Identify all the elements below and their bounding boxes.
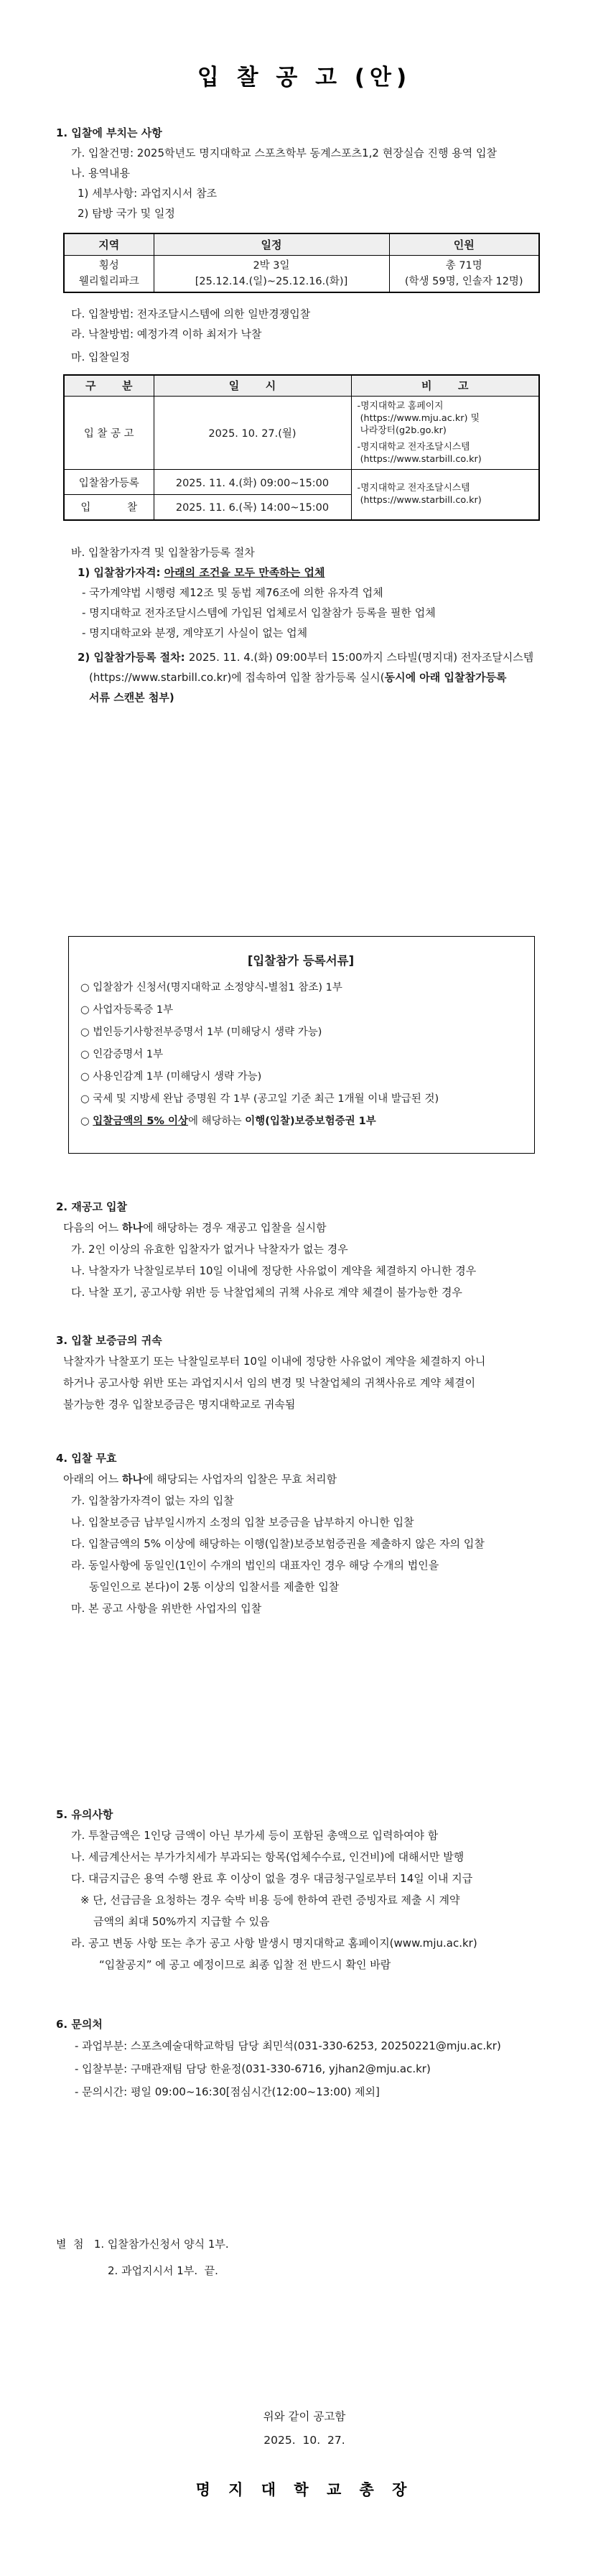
schedule-column-header: 일정 [154,233,389,255]
people-column-header: 인원 [389,233,539,255]
trip-schedule-table [63,233,540,293]
qualification-line [56,562,553,583]
list-item: 라. 공고 변동 사항 또는 추가 공고 사항 발생시 명지대학교 홈페이지(www.mju.ac.kr) [71,1936,477,1950]
service-content-line: 나. 용역내용 [71,167,130,180]
section-contacts [56,2014,553,2103]
table-row [64,255,539,292]
trip-schedule-line: 2) 탐방 국가 및 일정 [78,207,175,220]
remark-line: (https://www.mju.ac.kr) 및 [357,413,480,424]
intro-emph: 하나 [122,1220,143,1234]
registration-procedure-label: 2) 입찰참가등록 절차: [78,650,189,664]
section-reannouncement [56,1197,553,1303]
table-row-registration [64,470,539,495]
attachment-item: 2. 과업지시서 1부. 끝. [108,2264,218,2277]
schedule-cell [154,255,389,292]
remark-line: (https://www.starbill.co.kr) [357,495,482,506]
attachment-item: 별 첨 1. 입찰참가신청서 양식 1부. [56,2237,229,2251]
section-bid-invalidity [56,1448,553,1619]
advance-payment-note-continuation: 금액의 최대 50%까지 지급할 수 있음 [93,1914,270,1928]
paragraph-line: 낙찰자가 낙찰포기 또는 낙찰일로부터 10일 이내에 정당한 사유없이 계약을 체결하지 아니 [63,1354,486,1368]
list-item: 나. 세금계산서는 부가가치세가 부과되는 항목(업체수수료, 인건비)에 대해서만 발행 [71,1850,464,1863]
bond-mid-text: 에 해당하는 [188,1115,246,1127]
intro-pre: 다음의 어느 [63,1220,122,1234]
registration-url-text: (https://www.starbill.co.kr)에 접속하여 입찰 참가등록 실시( [89,670,385,684]
document-item-bond [80,1111,521,1133]
registration-date-cell: 2025. 11. 4.(화) 09:00~15:00 [154,470,351,495]
list-item: 다. 대금지급은 용역 수행 완료 후 이상이 없을 경우 대금청구일로부터 14일 이내 지급 [71,1871,473,1885]
people-cell [389,255,539,292]
paragraph-line: 불가능한 경우 입찰보증금은 명지대학교로 귀속됨 [63,1397,296,1411]
registration-documents-title: [입찰참가 등록서류] [247,953,355,968]
section-bid-matters [56,123,553,708]
announcement-label-cell: 입 찰 공 고 [64,397,154,470]
bid-label-cell: 입 찰 [64,495,154,520]
contact-item: - 과업부분: 스포츠예술대학교학팀 담당 최민석(031-330-6253, 20250221@mju.ac.kr) [75,2039,501,2052]
list-item: 가. 입찰참가자격이 없는 자의 입찰 [71,1493,234,1507]
list-item: 라. 동일사항에 동일인(1인이 수개의 법인의 대표자인 경우 해당 수개의 법인을 [71,1558,439,1572]
qualification-condition-emph: 아래의 조건을 모두 만족하는 업체 [164,565,325,579]
bid-announcement-document [0,59,593,2576]
qualification-item: - 명지대학교 전자조달시스템에 가입된 업체로서 입찰참가 등록을 필한 업체 [82,606,436,619]
region-column-header: 지역 [64,233,154,255]
announcement-statement: 위와 같이 공고함 [263,2409,346,2423]
list-item: 나. 입찰보증금 납부일시까지 소정의 입찰 보증금을 납부하지 아니한 입찰 [71,1515,414,1529]
table-header-row [64,233,539,255]
list-item: 다. 낙찰 포기, 공고사항 위반 등 낙찰업체의 귀책 사유로 계약 체결이 불가능한 경우 [71,1285,462,1299]
registration-bid-remark-cell [351,470,539,520]
registration-procedure-cont [56,667,553,687]
list-item: 가. 2인 이상의 유효한 입찰자가 없거나 낙찰자가 없는 경우 [71,1242,348,1256]
award-method-line: 라. 낙찰방법: 예정가격 이하 최저가 낙찰 [71,327,262,340]
schedule-line: 2박 3일 [253,259,290,272]
qualification-label: 1) 입찰참가자격: [78,565,164,579]
list-item-continuation: “입찰공지” 에 공고 예정이므로 최종 입찰 전 반드시 확인 바람 [99,1958,391,1971]
registration-documents-box [68,936,535,1154]
section-notes [56,1804,553,1975]
bullet: ○ [80,1115,93,1127]
remark-line: 나라장터(g2b.go.kr) [357,425,447,436]
reannouncement-intro [56,1217,553,1238]
document-item: ○ 입찰참가 신청서(명지대학교 소정양식-별첨1 참조) 1부 [80,981,342,993]
registration-procedure-body: 2025. 11. 4.(화) 09:00부터 15:00까지 스타빌(명지대) 전자조달시스템 [188,650,534,664]
invalidity-intro [56,1468,553,1490]
bid-timeline-line: 마. 입찰일정 [71,350,130,363]
datetime-column-header: 일 시 [154,375,351,397]
bond-doc-name: 이행(입찰)보증보험증권 1부 [245,1115,376,1127]
list-item-continuation: 동일인으로 본다)이 2통 이상의 입찰서를 제출한 입찰 [89,1580,340,1593]
list-item: 가. 투찰금액은 1인당 금액이 아닌 부가세 등이 포함된 총액으로 입력하여야 함 [71,1828,439,1842]
section-1-heading: 1. 입찰에 부치는 사항 [56,126,162,139]
document-item: ○ 사용인감계 1부 (미해당시 생략 가능) [80,1070,262,1083]
remark-line: -명지대학교 전자조달시스템 [357,483,470,494]
list-item: 마. 본 공고 사항을 위반한 사업자의 입찰 [71,1601,262,1615]
people-line: 총 71명 [445,259,482,272]
announcement-remark-cell [351,397,539,470]
attachments-list [56,2231,553,2284]
section-bid-bond-forfeiture [56,1330,553,1415]
document-item: ○ 사업자등록증 1부 [80,1004,174,1016]
remark-line: (https://www.starbill.co.kr) [357,454,482,465]
qualification-item: - 명지대학교와 분쟁, 계약포기 사실이 없는 업체 [82,626,308,639]
issuer-signature: 명 지 대 학 교 총 장 [195,2480,414,2498]
section-6-heading: 6. 문의처 [56,2017,103,2031]
announcement-date: 2025. 10. 27. [263,2433,345,2447]
document-item: ○ 인감증명서 1부 [80,1048,164,1060]
section-5-heading: 5. 유의사항 [56,1807,113,1821]
region-line: 웰리힐리파크 [78,275,139,287]
qualification-heading-line: 바. 입찰참가자격 및 입찰참가등록 절차 [71,545,255,559]
document-item: ○ 법인등기사항전부증명서 1부 (미해당시 생략 가능) [80,1026,322,1038]
qualification-item: - 국가계약법 시행령 제12조 및 동법 제76조에 의한 유자격 업체 [82,585,383,599]
bid-date-cell: 2025. 11. 6.(목) 14:00~15:00 [154,495,351,520]
remark-column-header: 비 고 [351,375,539,397]
region-cell [64,255,154,292]
contact-item: - 문의시간: 평일 09:00~16:30[점심시간(12:00~13:00) 제외] [75,2085,380,2098]
schedule-line: [25.12.14.(일)~25.12.16.(화)] [195,275,348,287]
contact-item: - 입찰부분: 구매관재팀 담당 한윤정(031-330-6716, yjhan2@mju.ac.kr) [75,2062,431,2075]
table-header-row [64,375,539,397]
intro-post: 에 해당하는 경우 재공고 입찰을 실시함 [142,1220,327,1234]
category-column-header: 구 분 [64,375,154,397]
bid-name-line: 가. 입찰건명: 2025학년도 명지대학교 스포츠학부 동계스포츠1,2 현장실습 진행 용역 입찰 [71,147,497,159]
intro-pre: 아래의 어느 [63,1472,122,1486]
registration-attach-emph: 동시에 아래 입찰참가등록 [384,670,507,684]
intro-post: 에 해당되는 사업자의 입찰은 무효 처리함 [142,1472,337,1486]
people-line: (학생 59명, 인솔자 12명) [404,275,523,287]
section-4-heading: 4. 입찰 무효 [56,1451,117,1465]
bid-method-line: 다. 입찰방법: 전자조달시스템에 의한 일반경쟁입찰 [71,307,311,320]
intro-emph: 하나 [122,1472,143,1486]
bid-timeline-table [63,374,540,521]
advance-payment-note: ※ 단, 선급금을 요청하는 경우 숙박 비용 등에 한하여 관련 증빙자료 제출 시 계약 [80,1893,460,1906]
registration-label-cell: 입찰참가등록 [64,470,154,495]
announcement-date-cell: 2025. 10. 27.(월) [154,397,351,470]
list-item: 나. 낙찰자가 낙찰일로부터 10일 이내에 정당한 사유없이 계약을 체결하지 아니한 경우 [71,1264,477,1277]
section-2-heading: 2. 재공고 입찰 [56,1200,128,1213]
section-3-heading: 3. 입찰 보증금의 귀속 [56,1333,162,1347]
registration-procedure-line [56,647,553,667]
remark-line: -명지대학교 전자조달시스템 [357,442,470,453]
registration-procedure-cont: 서류 스캔본 첨부) [89,690,174,704]
document-item: ○ 국세 및 지방세 완납 증명원 각 1부 (공고일 기준 최근 1개월 이내 발급된 것) [80,1093,439,1105]
detail-reference-line: 1) 세부사항: 과업지시서 참조 [78,187,218,200]
document-title: 입 찰 공 고 (안) [197,65,412,91]
paragraph-line: 하거나 공고사항 위반 또는 과업지시서 임의 변경 및 낙찰업체의 귀책사유로 계약 체결이 [63,1376,476,1389]
table-row-announcement [64,397,539,470]
list-item: 다. 입찰금액의 5% 이상에 해당하는 이행(입찰)보증보험증권을 제출하지 않은 자의 입찰 [71,1537,485,1550]
remark-line: -명지대학교 홈페이지 [357,401,444,412]
region-line: 횡성 [98,259,119,272]
bond-amount-emph: 입찰금액의 5% 이상 [93,1115,189,1127]
